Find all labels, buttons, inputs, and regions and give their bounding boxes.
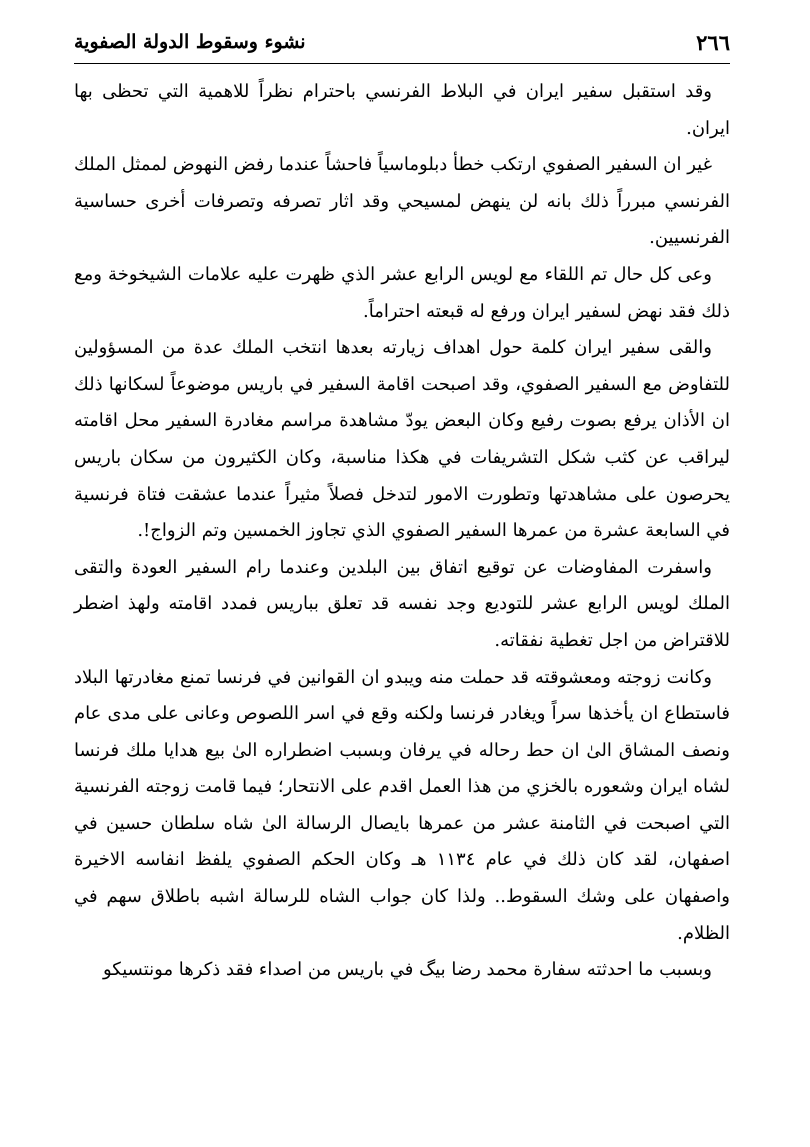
paragraph: وبسبب ما احدثته سفارة محمد رضا بيگ في باريس من اصداء فقد ذكرها مونتسيكو <box>102 959 712 981</box>
body-text <box>74 74 730 989</box>
header-rule <box>74 63 730 64</box>
paragraph: غير ان السفير الصفوي ارتكب خطأ دبلوماسياً فاحشاً عندما رفض النهوض لممثل الملك الفرنسي مبرراً ذلك بانه لن ينهض لمسيحي وقد اثار تصرفه وتصرفات أخرى حساسية الفرنسيين. <box>74 154 730 249</box>
page-header <box>74 30 730 60</box>
paragraph: وقد استقبل سفير ايران في البلاط الفرنسي باحترام نظراً للاهمية التي تحظى بها ايران. <box>74 81 730 139</box>
paragraph: وعى كل حال تم اللقاء مع لويس الرابع عشر الذي ظهرت عليه علامات الشيخوخة ومع ذلك فقد نهض لسفير ايران ورفع له قبعته احتراماً. <box>74 263 730 322</box>
paragraph: وكانت زوجته ومعشوقته قد حملت منه ويبدو ان القوانين في فرنسا تمنع مغادرتها البلاد فاستطاع ان يأخذها سراً ويغادر فرنسا ولكنه وقع في اسر اللصوص وعانى على مدى عام ونصف المشاق الىٰ ان حط رحاله في يرفان وبسبب اضطراره الىٰ بيع هدايا ملك فرنسا لشاه ايران وشعوره بالخزي من هذا العمل اقدم على الانتحار؛ فيما قامت زوجته الفرنسية التي اصبحت في الثامنة عشر من عمرها بايصال الرسالة الىٰ شاه سلطان حسين في اصفهان، لقد كان ذلك في عام ١١٣٤ هـ وكان الحكم الصفوي يلفظ انفاسه الاخيرة واصفهان على وشك السقوط.. ولذا كان جواب الشاه للرسالة اشبه باطلاق سهم في الظلام. <box>74 666 730 944</box>
running-title: نشوء وسقوط الدولة الصفوية <box>74 31 306 53</box>
page-number: ٢٦٦ <box>696 30 730 55</box>
paragraph: والقى سفير ايران كلمة حول اهداف زيارته بعدها انتخب الملك عدة من المسؤولين للتفاوض مع السفير الصفوي، وقد اصبحت اقامة السفير في باريس موضوعاً لسكانها ذلك ان الأذان يرفع بصوت رفيع وكان البعض يودّ مشاهدة مراسم مغادرة السفير محل اقامته ليراقب عن كثب شكل التشريفات في هكذا مناسبة، وكان الكثيرون من سكان باريس يحرصون على مشاهدتها وتطورت الامور لتدخل فصلاً مثيراً عندما عشقت فتاة فرنسية في السابعة عشرة من عمرها السفير الصفوي الذي تجاوز الخمسين وتم الزواج!. <box>74 337 730 542</box>
paragraph: واسفرت المفاوضات عن توقيع اتفاق بين البلدين وعندما رام السفير العودة والتقى الملك لويس الرابع عشر للتوديع وجد نفسه قد تعلق بباريس فمدد اقامته ولهذ اضطر للاقتراض من اجل تغطية نفقاته. <box>74 556 730 651</box>
